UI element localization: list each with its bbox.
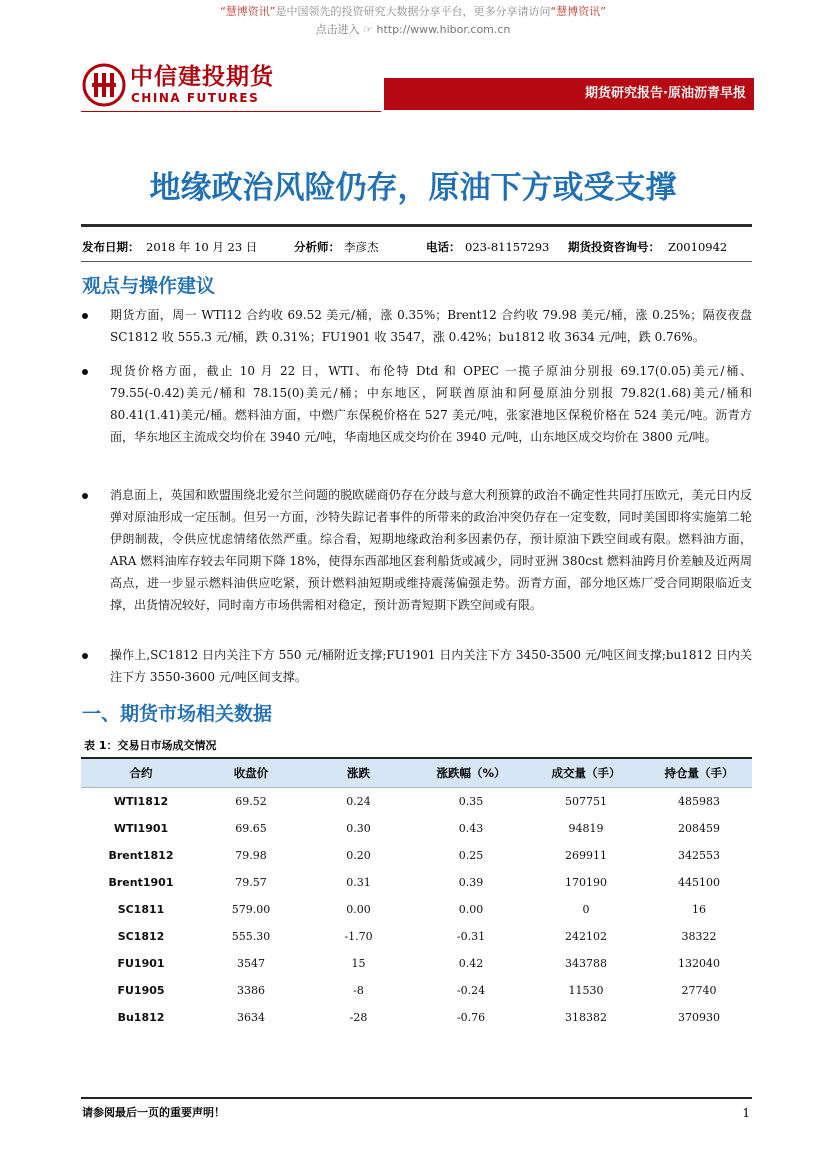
cell-change-pct: 0.25 <box>458 849 484 862</box>
cell-contract: SC1812 <box>117 930 165 943</box>
header-rule <box>81 111 381 112</box>
bullet-operation <box>82 644 752 688</box>
promo-text: 是中国领先的投资研究大数据分享平台，更多分享请访问 <box>275 5 551 18</box>
cell-open-interest: 445100 <box>678 876 720 889</box>
phone-label: 电话： <box>426 240 461 254</box>
cell-open-interest: 370930 <box>678 1011 720 1024</box>
cell-contract: WTI1901 <box>113 822 169 835</box>
date-label: 发布日期： <box>82 240 140 254</box>
cell-contract: Brent1812 <box>108 849 174 862</box>
cell-change: 0.31 <box>346 876 371 889</box>
cell-change: 0.00 <box>346 903 371 916</box>
table-header-cell: 持仓量（手） <box>664 766 734 780</box>
meta-divider-bottom <box>81 261 752 262</box>
cell-close: 69.65 <box>235 822 267 835</box>
cell-change-pct: -0.76 <box>456 1011 486 1024</box>
bullet-icon <box>82 493 88 499</box>
table-row <box>81 950 752 977</box>
cell-change: -28 <box>349 1011 368 1024</box>
cell-volume: 507751 <box>565 795 607 808</box>
cell-contract: WTI1812 <box>113 795 169 808</box>
cell-change-pct: 0.42 <box>458 957 484 970</box>
table-row <box>81 815 752 842</box>
cell-volume: 343788 <box>565 957 607 970</box>
analyst-value: 李彦杰 <box>344 240 379 254</box>
cell-change: 15 <box>351 957 366 970</box>
table-header-cell: 涨跌 <box>347 766 370 780</box>
cell-volume: 94819 <box>568 822 604 835</box>
bullet-news <box>82 484 752 616</box>
cell-change-pct: 0.00 <box>458 903 484 916</box>
cell-open-interest: 16 <box>692 903 706 916</box>
cell-close: 3386 <box>237 984 265 997</box>
report-type-label: 期货研究报告·原油沥青早报 <box>585 86 746 101</box>
table-row <box>81 1004 752 1031</box>
cell-volume: 11530 <box>568 984 604 997</box>
cell-change-pct: 0.35 <box>458 795 484 808</box>
cell-open-interest: 342553 <box>678 849 720 862</box>
promo-link-line[interactable] <box>0 22 826 38</box>
bullet-icon <box>82 369 88 375</box>
cell-change: 0.30 <box>346 822 371 835</box>
table-header-cell: 收盘价 <box>233 766 269 780</box>
report-meta <box>82 237 752 257</box>
table-header-cell: 成交量（手） <box>551 766 621 780</box>
promo-brand-2: “慧博资讯” <box>550 5 606 18</box>
promo-banner <box>0 4 826 20</box>
cell-volume: 170190 <box>565 876 607 889</box>
table-row <box>81 896 752 923</box>
logo-chinese-name: 中信建投期货 <box>130 64 274 90</box>
table-row <box>81 788 752 815</box>
cell-open-interest: 208459 <box>678 822 720 835</box>
cell-contract: FU1901 <box>117 957 165 970</box>
license-label: 期货投资咨询号： <box>568 240 660 254</box>
cell-change-pct: -0.31 <box>456 930 486 943</box>
table-row <box>81 923 752 950</box>
cell-open-interest: 485983 <box>678 795 720 808</box>
meta-divider-top <box>81 224 752 227</box>
market-section-title: 一、期货市场相关数据 <box>82 703 273 725</box>
footer-notice: 请参阅最后一页的重要声明！ <box>82 1106 225 1119</box>
footer-rule <box>81 1097 752 1099</box>
cell-open-interest: 27740 <box>681 984 717 997</box>
phone-value: 023-81157293 <box>465 240 550 254</box>
table-row <box>81 869 752 896</box>
cell-open-interest: 132040 <box>678 957 720 970</box>
license-value: Z0010942 <box>668 240 728 254</box>
page-number: 1 <box>742 1106 750 1120</box>
cell-contract: Brent1901 <box>108 876 174 889</box>
cell-change: -8 <box>353 984 364 997</box>
table-header-cell: 涨跌幅（%） <box>436 766 506 780</box>
bullet-text: 现货价格方面，截止 10 月 22 日，WTI、布伦特 Dtd 和 OPEC 一揽子原油分别报 69.17(0.05)美元/桶、79.55(-0.42)美元/桶和 78.15(0)美元/桶；中东地区，阿联酋原油和阿曼原油分别报 79.82(1.68)美元/桶和 80.41(1.41)美元/桶。燃料油方面，中燃广东保税价格在 527 美元/吨，张家港地区保税价格在 524 美元/吨。沥青方面，华东地区主流成交均价在 3940 元/吨，华南地区成交均价在 3940 元/吨，山东地区成交均价在 3800 元/吨。 <box>110 364 752 444</box>
cell-change: 0.24 <box>346 795 371 808</box>
cell-contract: FU1905 <box>117 984 165 997</box>
cell-contract: SC1811 <box>117 903 165 916</box>
bullet-icon <box>82 313 88 319</box>
cell-volume: 242102 <box>565 930 607 943</box>
report-title: 地缘政治风险仍存，原油下方或受支撑 <box>149 170 677 206</box>
promo-brand: “慧博资讯” <box>220 5 276 18</box>
cell-change: -1.70 <box>344 930 373 943</box>
bullet-futures <box>82 304 752 348</box>
promo-link-url[interactable]: http://www.hibor.com.cn <box>376 23 511 36</box>
bullet-icon <box>82 653 88 659</box>
bullet-text: 操作上,SC1812 日内关注下方 550 元/桶附近支撑;FU1901 日内关注下方 3450-3500 元/吨区间支撑;bu1812 日内关注下方 3550-3600 元/吨区间支撑。 <box>110 648 752 684</box>
citic-logo-icon <box>82 63 126 107</box>
promo-link-prefix: 点击进入 <box>315 23 360 36</box>
cell-volume: 318382 <box>565 1011 607 1024</box>
date-value: 2018 年 10 月 23 日 <box>146 240 258 254</box>
cell-close: 555.30 <box>231 930 271 943</box>
table-header-cell: 合约 <box>129 766 153 780</box>
cell-change-pct: 0.43 <box>458 822 484 835</box>
bullet-spot <box>82 360 752 448</box>
company-logo <box>82 63 282 109</box>
cell-close: 579.00 <box>231 903 271 916</box>
table-row <box>81 842 752 869</box>
cell-volume: 269911 <box>565 849 607 862</box>
table-caption: 表 1：交易日市场成交情况 <box>84 739 217 752</box>
views-section-title: 观点与操作建议 <box>82 275 216 297</box>
analyst-label: 分析师： <box>294 240 340 254</box>
cell-close: 3547 <box>237 957 265 970</box>
cursor-icon: ☞ <box>363 23 373 36</box>
table-row <box>81 977 752 1004</box>
cell-close: 3634 <box>237 1011 265 1024</box>
cell-open-interest: 38322 <box>681 930 717 943</box>
logo-english-name: CHINA FUTURES <box>131 91 260 105</box>
bullet-text: 消息面上，英国和欧盟围绕北爱尔兰问题的脱欧磋商仍存在分歧与意大利预算的政治不确定性共同打压欧元，美元日内反弹对原油形成一定压制。但另一方面，沙特失踪记者事件的所带来的政治冲突仍存在一定变数，同时美国即将实施第二轮伊朗制裁，令供应忧虑情绪依然严重。综合看，短期地缘政治利多因素仍存，预计原油下跌空间或有限。燃料油方面，ARA 燃料油库存较去年同期下降 18%，使得东西部地区套利船货或减少，同时亚洲 380cst 燃料油跨月价差触及近两周高点，进一步显示燃料油供应吃紧，预计燃料油短期或维持震荡偏强走势。沥青方面，部分地区炼厂受合同期限临近支撑，出货情况较好，同时南方市场供需相对稳定，预计沥青短期下跌空间或有限。 <box>110 488 752 612</box>
cell-change: 0.20 <box>346 849 371 862</box>
cell-volume: 0 <box>582 903 590 916</box>
bullet-text: 期货方面，周一 WTI12 合约收 69.52 美元/桶，涨 0.35%；Brent12 合约收 79.98 美元/桶，涨 0.25%；隔夜夜盘 SC1812 收 555.3 元/桶，跌 0.31%；FU1901 收 3547，涨 0.42%；bu1812 收 3634 元/吨，跌 0.76%。 <box>110 308 752 344</box>
cell-close: 79.98 <box>235 849 267 862</box>
cell-close: 79.57 <box>235 876 267 889</box>
cell-change-pct: -0.24 <box>456 984 486 997</box>
cell-contract: Bu1812 <box>117 1011 165 1024</box>
cell-change-pct: 0.39 <box>458 876 484 889</box>
cell-close: 69.52 <box>235 795 267 808</box>
